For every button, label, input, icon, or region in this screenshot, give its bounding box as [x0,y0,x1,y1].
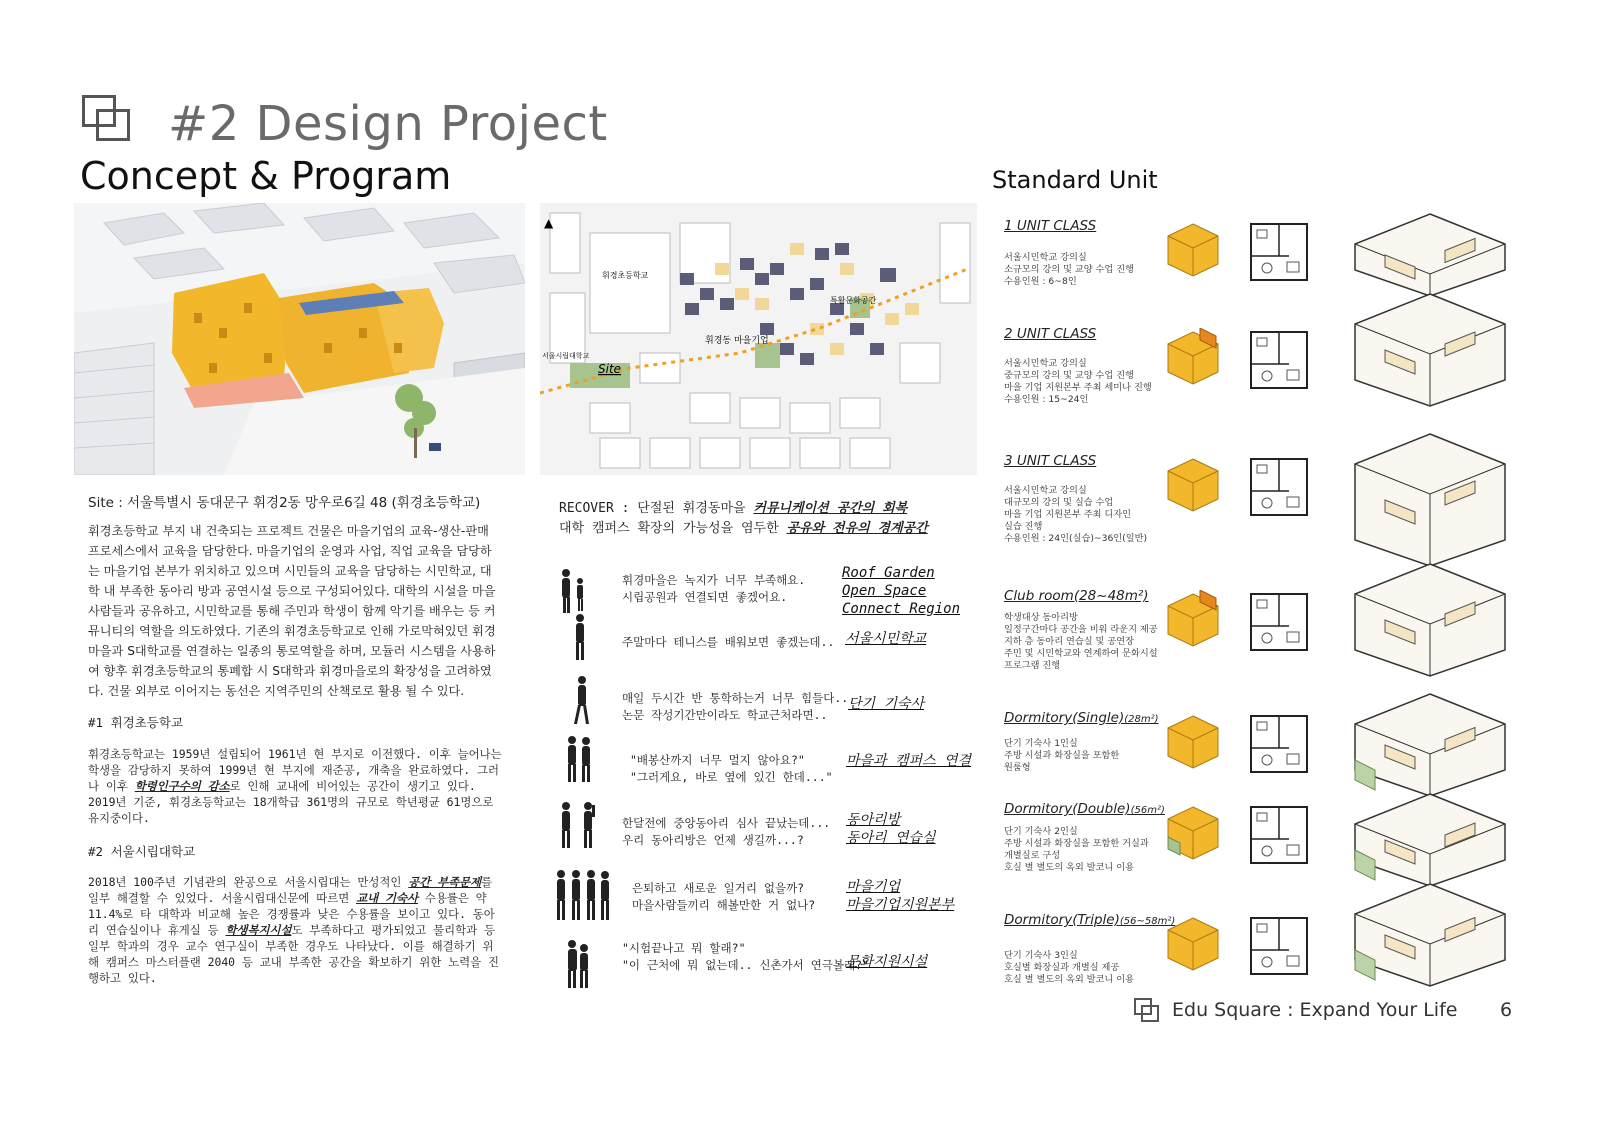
unit-floor-plan [1245,216,1317,288]
page-number: 6 [1500,999,1513,1021]
person-silhouette-icon [570,674,594,726]
person-silhouette-icon [552,868,614,922]
unit-name: Club room(28~48m²) [1004,588,1149,604]
section2-body: 2018년 100주년 기념관의 완공으로 서울시립대는 만성적인 공간 부족문제를 일부 해결할 수 있었다. 서울시립대신문에 따르면 교내 기숙사 수용률은 약 11.4%로 타 대학과 비교해 높은 경쟁률과 낮은 수용률을 보이고 있다. 동아리 연습실이나 휴게실 등 학생복지시설도 부족하다고 평가되었고 물리학과 등 일부 학과의 경우 교수 연구실이 부족한 경우도 나타났다. 이를 해결하기 위해 캠퍼스 마스터플랜 2040 등 교내 부족한 공간을 확보하기 위한 노력을 진행하고 있다. [88,875,499,985]
unit-isometric-view [1345,880,1515,990]
unit-floor-plan [1245,324,1317,396]
section1-title: #1 휘경초등학교 [88,715,184,730]
recover-quote: 휘경마을은 녹지가 너무 부족해요. 시립공원과 연결되면 좋겠어요. [622,573,806,604]
map-label-site: Site [598,362,622,376]
unit-floor-plan [1245,586,1317,658]
unit-isometric-view [1345,560,1515,680]
recover-tag: 마을과 캠퍼스 연결 [846,753,972,769]
unit-description: 단기 기숙사 1인실 주방 시설과 화장실을 포함한 원룸형 [1004,738,1120,773]
site-address: Site : 서울특별시 동대문구 휘경2동 망우로6길 48 (휘경초등학교) [88,495,481,511]
footer-project-name: Edu Square : Expand Your Life [1172,999,1458,1021]
building-rendering-image [74,203,525,475]
recover-tag: 마을기업 마을기업지원본부 [846,879,955,913]
unit-description: 단기 기숙사 3인실 호실별 화장실과 개별실 제공 호실 별 별도의 옥외 발코니 이용 [1004,950,1134,985]
unit-isometric-view [1345,210,1515,300]
unit-isometric-view [1345,790,1515,890]
person-silhouette-icon [556,567,592,615]
map-label-village: 휘경동 마을기업 [705,336,769,346]
unit-description: 단기 기숙사 2인실 주방 시설과 화장실을 포함한 거실과 개별실로 구성 호실 별 별도의 옥외 발코니 이용 [1004,826,1149,873]
unit-isometric-view [1345,690,1515,800]
unit-description: 서울시민학교 강의실 대규모의 강의 및 실습 수업 마을 기업 지원본부 주최 디자인 실습 진행 수용인원 : 24인(실습)~36인(일반) [1004,485,1148,544]
unit-block-diagram [1160,712,1226,776]
unit-isometric-view [1345,430,1515,570]
footer-logo-icon [1134,998,1160,1022]
person-silhouette-icon [556,800,606,850]
unit-block-diagram [1160,455,1226,519]
recover-quote: 한달전에 중앙동아리 심사 끝났는데... 우리 동아리방은 언제 생길까...? [622,816,831,847]
person-silhouette-icon [562,734,598,784]
unit-block-diagram [1160,220,1226,284]
unit-block-diagram [1160,590,1226,654]
unit-block-diagram [1160,803,1226,867]
recover-statement: RECOVER : 단절된 휘경동마을 커뮤니케이션 공간의 회복 대학 캠퍼스 확장의 가능성을 염두한 공유와 전유의 경계공간 [559,501,928,536]
unit-name: Dormitory(Triple)(56~58m²) [1004,912,1176,928]
person-silhouette-icon [568,612,592,662]
unit-name: Dormitory(Double)(56m²) [1004,801,1165,817]
recover-quote: "시험끝나고 뭐 할래?" "이 근처에 뭐 없는데.. 신촌가서 연극볼래?" [622,941,869,972]
unit-block-diagram [1160,914,1226,978]
header-logo-icon [82,95,132,141]
intro-paragraph: 휘경초등학교 부지 내 건축되는 프로젝트 건물은 마을기업의 교육-생산-판매 프로세스에서 교육을 담당한다. 마을기업의 운영과 사업, 직업 교육을 담당하는 마을기업 본부가 위치하고 있으며 시민들의 교육을 담당하는 시민학교, 대학 내 부족한 동아리 방과 공연시설 등으로 구성되어있다. 대학의 시설을 마을사람들과 공유하고, 시민학교를 통해 주민과 학생이 함께 악기를 배우는 등 커뮤니티의 역할을 의도하였다. 기존의 휘경초등학교로 인해 가로막혀있던 휘경마을과 S대학교를 연결하는 일종의 통로역할을 하며, 모듈러 시스템을 사용하여 향후 휘경초등학교의 통폐합 시 S대학과 휘경마을로의 확장성을 고려하였다. 건물 외부로 이어지는 동선은 지역주민의 산책로로 활용 될 수 있다. [88,524,496,698]
recover-tag: 단기 기숙사 [848,696,925,712]
recover-quote: "배봉산까지 너무 멀지 않아요?" "그러게요, 바로 옆에 있긴 한데..." [630,753,833,784]
unit-description: 서울시민학교 강의실 중규모의 강의 및 교양 수업 진행 마을 기업 지원본부 주최 세미나 진행 수용인원 : 15~24인 [1004,358,1152,405]
recover-tag: 동아리방 동아리 연습실 [846,812,936,846]
unit-isometric-view [1345,290,1515,410]
page-subtitle: Concept & Program [80,154,452,198]
section1-body: 휘경초등학교는 1959년 설립되어 1961년 현 부지로 이전했다. 이후 늘어나는 학생을 감당하지 못하여 1999년 현 부지에 재준공, 개축을 완료하였다. 그러나 이후 학령인구수의 감소로 인해 교내에 비어있는 공간이 생기고 있다. 2019년 기준, 휘경초등학교는 18개학급 361명의 규모로 학년평균 61명으로 유지중이다. [88,747,502,825]
unit-floor-plan [1245,910,1317,982]
map-label-culture: 특활문화공간 [830,296,877,305]
map-label-school: 휘경초등학교 [602,271,649,280]
standard-unit-title: Standard Unit [992,166,1158,194]
unit-floor-plan [1245,708,1317,780]
recover-quote: 은퇴하고 새로운 일거리 없을까? 마을사람들끼리 해볼만한 거 없나? [632,881,816,912]
unit-description: 학생대상 동아리방 일정구간마다 공간을 비워 라운지 제공 지하 층 동아리 연습실 및 공연장 주민 및 시민학교와 연계하여 문화시설 프로그램 진행 [1004,612,1158,671]
section2-title: #2 서울시립대학교 [88,844,196,859]
recover-quote: 매일 두시간 반 통학하는거 너무 힘들다.. 논문 작성기간만이라도 학교근처라면.. [622,691,849,722]
site-plan-map [540,203,977,475]
recover-tag: 문화지원시설 [846,954,928,970]
unit-description: 서울시민학교 강의실 소규모의 강의 및 교양 수업 진행 수용인원 : 6~8인 [1004,252,1134,287]
unit-block-diagram [1160,328,1226,392]
north-arrow-icon: ▲ [544,216,554,230]
recover-tag: Roof Garden Open Space Connect Region [842,565,961,617]
unit-name: 3 UNIT CLASS [1004,453,1097,469]
unit-name: Dormitory(Single)(28m²) [1004,710,1159,726]
unit-name: 1 UNIT CLASS [1004,218,1097,234]
unit-floor-plan [1245,451,1317,523]
map-label-university: 서울시립대학교 [542,352,590,360]
recover-tag: 서울시민학교 [845,631,927,647]
unit-floor-plan [1245,799,1317,871]
page-title: #2 Design Project [168,96,608,152]
recover-quote: 주말마다 테니스를 배워보면 좋겠는데.. [622,635,835,649]
person-silhouette-icon [562,938,598,990]
unit-name: 2 UNIT CLASS [1004,326,1097,342]
